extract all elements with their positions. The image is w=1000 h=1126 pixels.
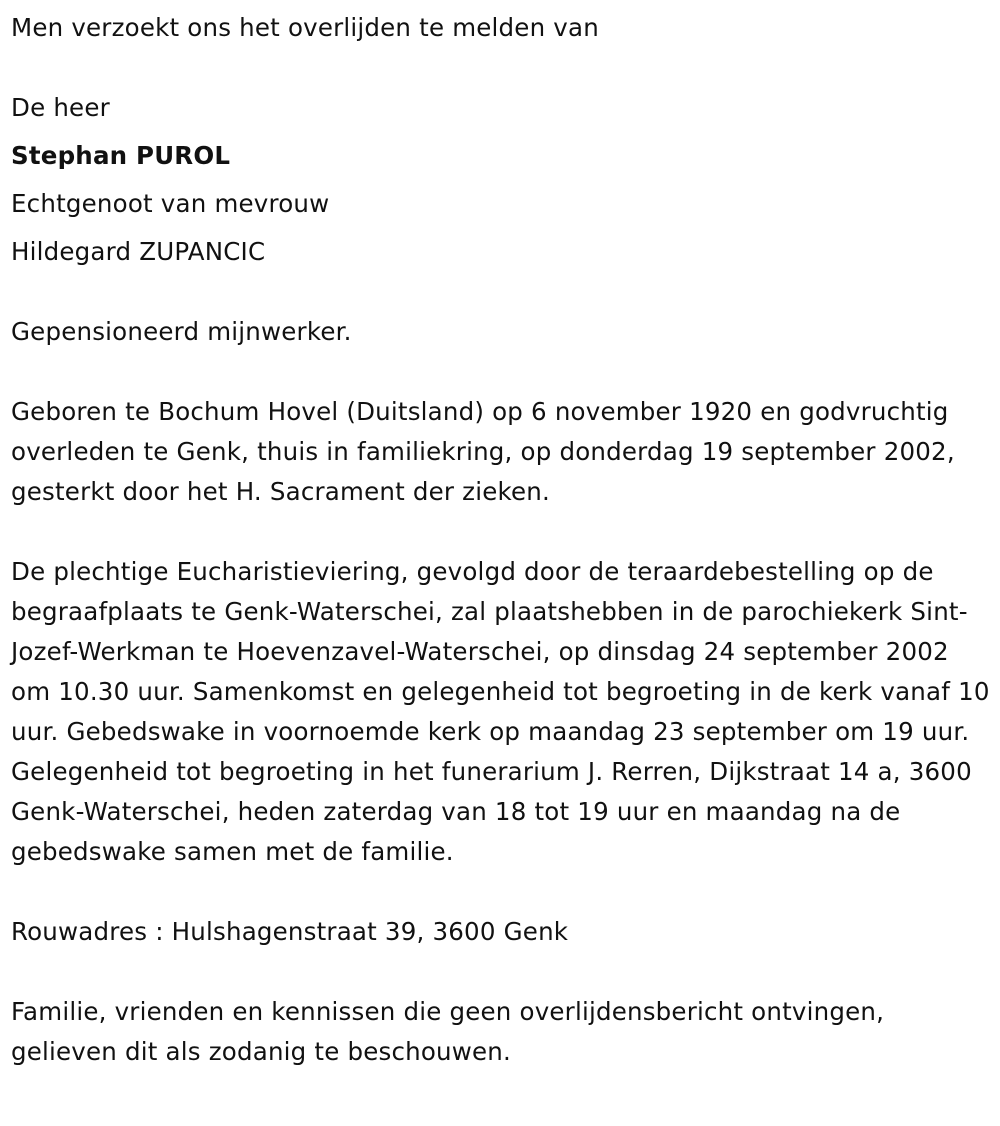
spacer <box>11 952 996 992</box>
spouse-prefix: Echtgenoot van mevrouw <box>11 189 330 218</box>
spacer <box>11 272 996 312</box>
spacer <box>11 48 996 88</box>
spacer <box>11 512 996 552</box>
spacer <box>11 352 996 392</box>
intro-text: Men verzoekt ons het overlijden te melden van <box>11 13 599 42</box>
spouse-name: Hildegard ZUPANCIC <box>11 237 266 266</box>
mourning-address: Rouwadres : Hulshagenstraat 39, 3600 Genk <box>11 917 569 946</box>
salutation: De heer <box>11 93 110 122</box>
death-notice <box>11 8 996 1072</box>
closing-paragraph: Familie, vrienden en kennissen die geen overlijdensbericht ontvingen, gelieven dit als zodanig te beschouwen. <box>11 997 885 1066</box>
deceased-name: Stephan PUROL <box>11 141 231 170</box>
occupation: Gepensioneerd mijnwerker. <box>11 317 352 346</box>
birth-death-paragraph: Geboren te Bochum Hovel (Duitsland) op 6 november 1920 en godvruchtig overleden te Genk, thuis in familiekring, op donderdag 19 september 2002, gesterkt door het H. Sacrament der zieken. <box>11 397 955 506</box>
ceremony-paragraph: De plechtige Eucharistieviering, gevolgd door de teraardebestelling op de begraafplaats te Genk-Waterschei, zal plaatshebben in de parochiekerk Sint-Jozef-Werkman te Hoevenzavel-Waterschei, op dinsdag 24 september 2002 om 10.30 uur. Samenkomst en gelegenheid tot begroeting in de kerk vanaf 10 uur. Gebedswake in voornoemde kerk op maandag 23 september om 19 uur. Gelegenheid tot begroeting in het funerarium J. Rerren, Dijkstraat 14 a, 3600 Genk-Waterschei, heden zaterdag van 18 tot 19 uur en maandag na de gebedswake samen met de familie. <box>11 557 990 866</box>
spacer <box>11 872 996 912</box>
